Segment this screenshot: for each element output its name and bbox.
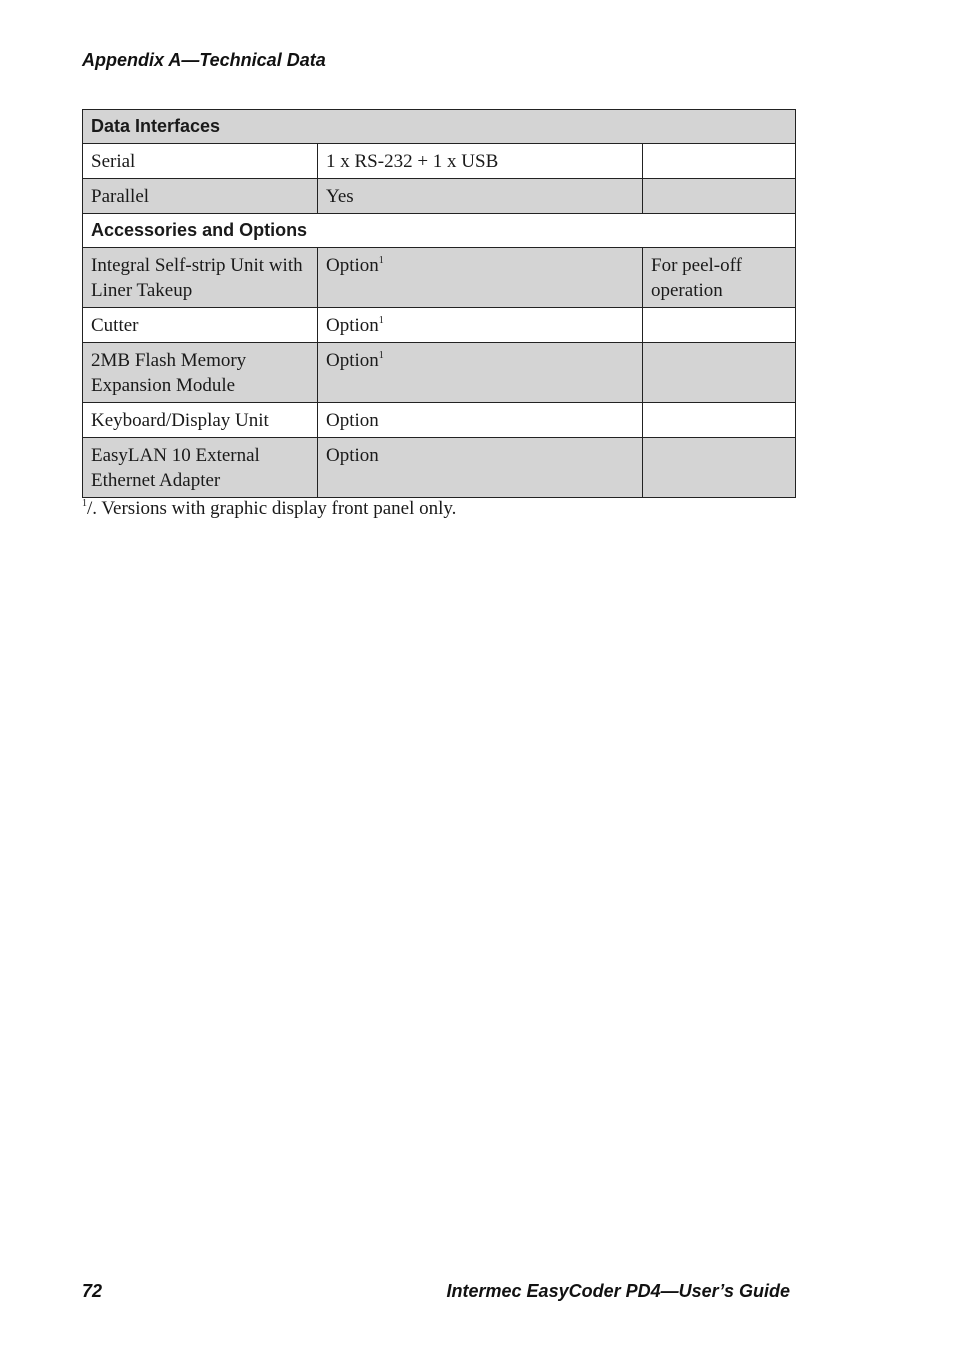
spec-note: For peel-off operation: [643, 248, 796, 308]
spec-note: [643, 403, 796, 438]
table-row: [83, 403, 796, 438]
running-header-title: Appendix A—Technical Data: [82, 50, 326, 70]
spec-name: 2MB Flash Memory Expansion Module: [83, 343, 318, 403]
table-footnote: [82, 498, 456, 520]
spec-note: [643, 179, 796, 214]
spec-name: EasyLAN 10 External Ethernet Adapter: [83, 438, 318, 498]
spec-note: [643, 308, 796, 343]
spec-name: Keyboard/Display Unit: [83, 403, 318, 438]
section-title: Accessories and Options: [83, 214, 796, 248]
table-row: [83, 179, 796, 214]
spec-name: Integral Self-strip Unit with Liner Takeup: [83, 248, 318, 308]
spec-value: Option: [318, 438, 643, 498]
footnote-text: /. Versions with graphic display front panel only.: [87, 498, 457, 519]
spec-value: Yes: [318, 179, 643, 214]
spec-note: [643, 343, 796, 403]
table-row: [83, 248, 796, 308]
spec-value: Option$^1$: [318, 308, 643, 343]
technical-data-table: [82, 109, 796, 498]
spec-note: [643, 438, 796, 498]
spec-value: Option$^1$: [318, 248, 643, 308]
table-row: [83, 144, 796, 179]
table-row: [83, 438, 796, 498]
spec-name: Cutter: [83, 308, 318, 343]
footer-guide-title: Intermec EasyCoder PD4—User’s Guide: [446, 1281, 790, 1301]
page-number: 72: [82, 1281, 103, 1301]
footnote-mark: 1: [82, 498, 87, 509]
spec-value: Option$^1$: [318, 343, 643, 403]
section-title: Data Interfaces: [83, 110, 796, 144]
section-header-row: [83, 110, 796, 144]
section-header-row: [83, 214, 796, 248]
spec-name: Serial: [83, 144, 318, 179]
spec-name: Parallel: [83, 179, 318, 214]
spec-value: Option: [318, 403, 643, 438]
table-row: [83, 343, 796, 403]
table-row: [83, 308, 796, 343]
spec-note: [643, 144, 796, 179]
spec-value: 1 x RS-232 + 1 x USB: [318, 144, 643, 179]
